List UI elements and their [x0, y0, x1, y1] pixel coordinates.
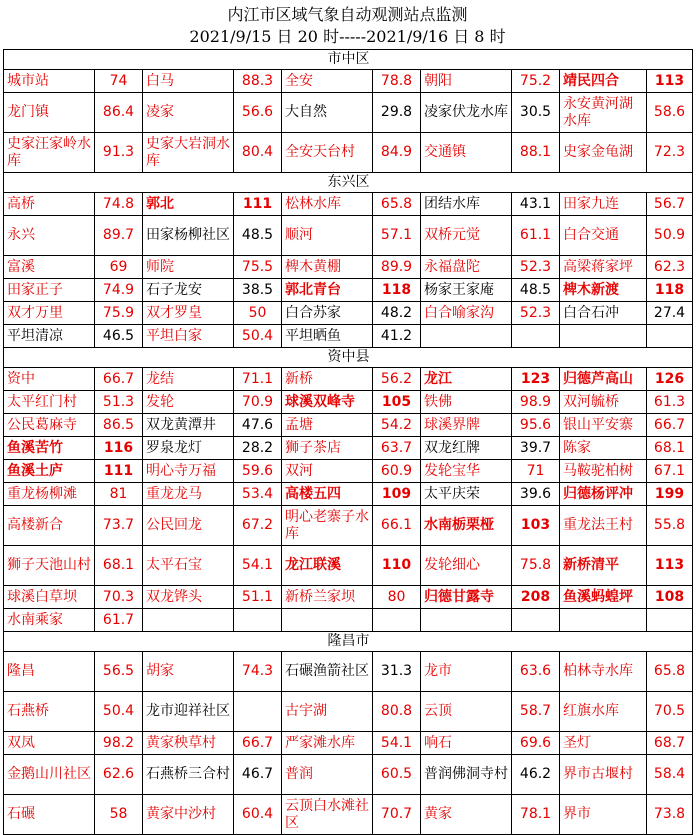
- rainfall-value: 71.1: [234, 368, 282, 391]
- rainfall-value: 50.4: [95, 692, 143, 732]
- rainfall-value: 208: [512, 586, 560, 609]
- station-name: 田家杨柳社区: [143, 216, 234, 256]
- rainfall-value: 75.2: [512, 70, 560, 93]
- station-name: 黄家秧草村: [143, 732, 234, 755]
- station-name: 双凤: [4, 732, 95, 755]
- rainfall-value: 108: [647, 586, 693, 609]
- table-row: [4, 692, 693, 732]
- station-name: 界市古堰村: [560, 755, 647, 795]
- table-row: [4, 193, 693, 216]
- station-name: 平坦白家: [143, 325, 234, 348]
- rainfall-value: 65.8: [373, 193, 421, 216]
- station-name: 鱼溪苦竹: [4, 437, 95, 460]
- rainfall-value: 105: [373, 391, 421, 414]
- section-header-row: [4, 632, 693, 652]
- rainfall-value: 95.6: [512, 414, 560, 437]
- rainfall-value: 91.3: [95, 133, 143, 173]
- rainfall-value: 61.1: [512, 216, 560, 256]
- report-sheet: [3, 3, 692, 835]
- rainfall-value: 58: [95, 795, 143, 835]
- station-name: 胡家: [143, 652, 234, 692]
- rainfall-value: 74: [95, 70, 143, 93]
- rainfall-value: 65.8: [647, 652, 693, 692]
- rainfall-value: 62.6: [95, 755, 143, 795]
- section-name: 隆昌市: [4, 632, 693, 652]
- rainfall-value: 69: [95, 256, 143, 279]
- station-name: 归德芦高山: [560, 368, 647, 391]
- station-name: 椑木新渡: [560, 279, 647, 302]
- rainfall-value: 59.6: [234, 460, 282, 483]
- station-name: 椑木黄棚: [282, 256, 373, 279]
- rainfall-value: 68.1: [647, 437, 693, 460]
- section-name: 东兴区: [4, 173, 693, 193]
- rainfall-value: 52.3: [512, 302, 560, 325]
- station-name: 高梁蒋家坪: [560, 256, 647, 279]
- station-name: 罗泉龙灯: [143, 437, 234, 460]
- station-name: 师院: [143, 256, 234, 279]
- station-name: 松林水库: [282, 193, 373, 216]
- table-row: [4, 506, 693, 546]
- rainfall-value: 75.9: [95, 302, 143, 325]
- station-name: 球溪白草坝: [4, 586, 95, 609]
- station-name: 公民回龙: [143, 506, 234, 546]
- rainfall-value: 61.3: [647, 391, 693, 414]
- report-title: [3, 3, 692, 49]
- rainfall-value: 60.5: [373, 755, 421, 795]
- table-row: [4, 70, 693, 93]
- table-row: [4, 437, 693, 460]
- station-table: [3, 49, 693, 835]
- rainfall-value: 56.5: [95, 652, 143, 692]
- station-name: 大自然: [282, 93, 373, 133]
- rainfall-value: 54.1: [234, 546, 282, 586]
- station-name: 马鞍驼柏树: [560, 460, 647, 483]
- section-header-row: [4, 50, 693, 70]
- rainfall-value: 78.8: [373, 70, 421, 93]
- station-name: 靖民四合: [560, 70, 647, 93]
- table-row: [4, 133, 693, 173]
- table-row: [4, 256, 693, 279]
- table-row: [4, 652, 693, 692]
- rainfall-value: 70.5: [647, 692, 693, 732]
- rainfall-value: 74.8: [95, 193, 143, 216]
- station-name: 太平红门村: [4, 391, 95, 414]
- rainfall-value: 63.7: [373, 437, 421, 460]
- station-name: 高楼新合: [4, 506, 95, 546]
- station-name: 界市: [560, 795, 647, 835]
- rainfall-value: 72.3: [647, 133, 693, 173]
- rainfall-value: 78.1: [512, 795, 560, 835]
- rainfall-value: 50: [234, 302, 282, 325]
- station-name: 龙江联溪: [282, 546, 373, 586]
- rainfall-value: 70.7: [373, 795, 421, 835]
- station-name: 永安黄河湖水库: [560, 93, 647, 133]
- rainfall-value: 118: [373, 279, 421, 302]
- station-name: 云顶白水滩社区: [282, 795, 373, 835]
- station-name: 石燕桥三合村: [143, 755, 234, 795]
- table-row: [4, 546, 693, 586]
- table-row: [4, 414, 693, 437]
- station-name: 狮子天池山村: [4, 546, 95, 586]
- station-name: 龙结: [143, 368, 234, 391]
- rainfall-value: 80.8: [373, 692, 421, 732]
- station-name: 发轮细心: [421, 546, 512, 586]
- station-name: 水南乘家: [4, 609, 95, 632]
- rainfall-value: 69.6: [512, 732, 560, 755]
- section-header-row: [4, 348, 693, 368]
- station-name: 归德甘露寺: [421, 586, 512, 609]
- rainfall-value: 75.8: [512, 546, 560, 586]
- rainfall-value: 66.7: [647, 414, 693, 437]
- rainfall-value: 109: [373, 483, 421, 506]
- rainfall-value: 29.8: [373, 93, 421, 133]
- rainfall-value: 47.6: [234, 414, 282, 437]
- station-name: 鱼溪土庐: [4, 460, 95, 483]
- rainfall-value: 50.4: [234, 325, 282, 348]
- rainfall-value: 38.5: [234, 279, 282, 302]
- rainfall-value: 84.9: [373, 133, 421, 173]
- station-name: 铁佛: [421, 391, 512, 414]
- rainfall-value: 60.4: [234, 795, 282, 835]
- rainfall-value: [234, 692, 282, 732]
- rainfall-value: 51.3: [95, 391, 143, 414]
- station-name: 高楼五四: [282, 483, 373, 506]
- rainfall-value: 48.5: [234, 216, 282, 256]
- station-name: 云顶: [421, 692, 512, 732]
- station-name: 普润佛洞寺村: [421, 755, 512, 795]
- rainfall-value: 53.4: [234, 483, 282, 506]
- rainfall-value: 74.3: [234, 652, 282, 692]
- rainfall-value: 86.5: [95, 414, 143, 437]
- rainfall-value: 67.1: [647, 460, 693, 483]
- rainfall-value: 41.2: [373, 325, 421, 348]
- station-name: 城市站: [4, 70, 95, 93]
- station-name: 球溪界牌: [421, 414, 512, 437]
- station-name: 石子龙安: [143, 279, 234, 302]
- station-name: 新桥清平: [560, 546, 647, 586]
- station-name: 双龙红牌: [421, 437, 512, 460]
- table-row: [4, 586, 693, 609]
- rainfall-value: 62.3: [647, 256, 693, 279]
- rainfall-value: 66.7: [234, 732, 282, 755]
- table-row: [4, 391, 693, 414]
- station-name: 龙市迎祥社区: [143, 692, 234, 732]
- station-name: 发轮: [143, 391, 234, 414]
- station-name: 全安: [282, 70, 373, 93]
- table-row: [4, 483, 693, 506]
- station-name: 团结水库: [421, 193, 512, 216]
- rainfall-value: 58.4: [647, 755, 693, 795]
- rainfall-value: [234, 609, 282, 632]
- station-name: 高桥: [4, 193, 95, 216]
- rainfall-value: 74.9: [95, 279, 143, 302]
- table-row: [4, 732, 693, 755]
- station-name: 石碾: [4, 795, 95, 835]
- rainfall-value: 54.1: [373, 732, 421, 755]
- station-name: 资中: [4, 368, 95, 391]
- station-name: 双才万里: [4, 302, 95, 325]
- table-row: [4, 93, 693, 133]
- station-name: 发轮宝华: [421, 460, 512, 483]
- rainfall-value: 126: [647, 368, 693, 391]
- station-name: 陈家: [560, 437, 647, 460]
- station-name: 交通镇: [421, 133, 512, 173]
- rainfall-value: 80.4: [234, 133, 282, 173]
- station-name: 郭北: [143, 193, 234, 216]
- rainfall-value: 61.7: [95, 609, 143, 632]
- station-name: [421, 609, 512, 632]
- rainfall-value: 68.7: [647, 732, 693, 755]
- station-name: [143, 609, 234, 632]
- rainfall-value: 67.2: [234, 506, 282, 546]
- rainfall-value: 58.7: [512, 692, 560, 732]
- station-name: 白合苏家: [282, 302, 373, 325]
- table-row: [4, 325, 693, 348]
- station-name: [560, 325, 647, 348]
- table-row: [4, 460, 693, 483]
- station-name: 双桥元觉: [421, 216, 512, 256]
- station-name: 富溪: [4, 256, 95, 279]
- rainfall-value: 70.3: [95, 586, 143, 609]
- station-name: 公民葛麻寺: [4, 414, 95, 437]
- rainfall-value: 89.7: [95, 216, 143, 256]
- rainfall-value: 66.1: [373, 506, 421, 546]
- rainfall-value: 63.6: [512, 652, 560, 692]
- rainfall-value: 66.7: [95, 368, 143, 391]
- rainfall-value: 110: [373, 546, 421, 586]
- table-row: [4, 368, 693, 391]
- station-name: 圣灯: [560, 732, 647, 755]
- rainfall-value: 118: [647, 279, 693, 302]
- station-name: 平坦晒鱼: [282, 325, 373, 348]
- station-name: 新桥: [282, 368, 373, 391]
- station-name: 新桥兰家坝: [282, 586, 373, 609]
- station-name: 史家汪家岭水库: [4, 133, 95, 173]
- station-name: 严家滩水库: [282, 732, 373, 755]
- rainfall-value: 116: [95, 437, 143, 460]
- station-name: 石燕桥: [4, 692, 95, 732]
- rainfall-value: 46.5: [95, 325, 143, 348]
- rainfall-value: 111: [95, 460, 143, 483]
- section-name: 资中县: [4, 348, 693, 368]
- rainfall-value: 199: [647, 483, 693, 506]
- rainfall-value: 48.5: [512, 279, 560, 302]
- station-name: 史家大岩洞水库: [143, 133, 234, 173]
- station-name: 郭北青台: [282, 279, 373, 302]
- rainfall-value: 48.2: [373, 302, 421, 325]
- rainfall-value: 54.2: [373, 414, 421, 437]
- station-name: 龙市: [421, 652, 512, 692]
- station-name: 归德杨评冲: [560, 483, 647, 506]
- station-name: 永福盘陀: [421, 256, 512, 279]
- rainfall-value: 56.2: [373, 368, 421, 391]
- station-name: 双河毓桥: [560, 391, 647, 414]
- station-name: 白合石冲: [560, 302, 647, 325]
- rainfall-value: 86.4: [95, 93, 143, 133]
- table-row: [4, 795, 693, 835]
- station-name: 凌家伏龙水库: [421, 93, 512, 133]
- station-name: 红旗水库: [560, 692, 647, 732]
- station-name: [560, 609, 647, 632]
- rainfall-value: 81: [95, 483, 143, 506]
- rainfall-value: 98.9: [512, 391, 560, 414]
- station-name: 银山平安寨: [560, 414, 647, 437]
- rainfall-value: 88.3: [234, 70, 282, 93]
- station-name: [282, 609, 373, 632]
- station-name: 狮子茶店: [282, 437, 373, 460]
- station-name: 顺河: [282, 216, 373, 256]
- rainfall-value: [512, 325, 560, 348]
- station-name: 响石: [421, 732, 512, 755]
- station-name: 重龙龙马: [143, 483, 234, 506]
- rainfall-value: 73.8: [647, 795, 693, 835]
- station-name: 杨家王家庵: [421, 279, 512, 302]
- station-name: 鱼溪蚂蝗坪: [560, 586, 647, 609]
- rainfall-value: 80: [373, 586, 421, 609]
- rainfall-value: [512, 609, 560, 632]
- rainfall-value: 46.2: [512, 755, 560, 795]
- rainfall-value: 70.9: [234, 391, 282, 414]
- rainfall-value: 75.5: [234, 256, 282, 279]
- rainfall-value: 60.9: [373, 460, 421, 483]
- station-name: 凌家: [143, 93, 234, 133]
- rainfall-value: 51.1: [234, 586, 282, 609]
- rainfall-value: [647, 325, 693, 348]
- title-line-2: 2021/9/15 日 20 时-----2021/9/16 日 8 时: [189, 27, 506, 46]
- rainfall-value: 43.1: [512, 193, 560, 216]
- station-name: 龙门镇: [4, 93, 95, 133]
- station-name: 白马: [143, 70, 234, 93]
- rainfall-value: 56.7: [647, 193, 693, 216]
- rainfall-value: 73.7: [95, 506, 143, 546]
- table-row: [4, 755, 693, 795]
- station-name: 石碾渔箭社区: [282, 652, 373, 692]
- rainfall-value: 98.2: [95, 732, 143, 755]
- rainfall-value: 113: [647, 546, 693, 586]
- rainfall-value: 46.7: [234, 755, 282, 795]
- station-name: 重龙杨柳滩: [4, 483, 95, 506]
- station-name: 水南栃栗桠: [421, 506, 512, 546]
- station-name: 重龙法王村: [560, 506, 647, 546]
- rainfall-value: 39.7: [512, 437, 560, 460]
- station-name: 普润: [282, 755, 373, 795]
- station-name: 隆昌: [4, 652, 95, 692]
- rainfall-value: 39.6: [512, 483, 560, 506]
- rainfall-value: 123: [512, 368, 560, 391]
- rainfall-value: 103: [512, 506, 560, 546]
- rainfall-value: 55.8: [647, 506, 693, 546]
- station-name: 全安天台村: [282, 133, 373, 173]
- station-name: 柏林寺水库: [560, 652, 647, 692]
- station-name: 孟塘: [282, 414, 373, 437]
- rainfall-value: 30.5: [512, 93, 560, 133]
- rainfall-value: 28.2: [234, 437, 282, 460]
- station-name: 田家正子: [4, 279, 95, 302]
- station-name: 黄家: [421, 795, 512, 835]
- station-name: 球溪双峰寺: [282, 391, 373, 414]
- rainfall-value: 52.3: [512, 256, 560, 279]
- station-name: 史家金龟湖: [560, 133, 647, 173]
- table-row: [4, 609, 693, 632]
- table-row: [4, 279, 693, 302]
- station-name: 双才罗皇: [143, 302, 234, 325]
- rainfall-value: 50.9: [647, 216, 693, 256]
- rainfall-value: 88.1: [512, 133, 560, 173]
- station-name: 明心老寨子水库: [282, 506, 373, 546]
- station-name: 太平庆荣: [421, 483, 512, 506]
- station-name: 龙江: [421, 368, 512, 391]
- table-row: [4, 302, 693, 325]
- station-name: 田家九连: [560, 193, 647, 216]
- station-name: 双河: [282, 460, 373, 483]
- rainfall-value: 111: [234, 193, 282, 216]
- table-row: [4, 216, 693, 256]
- rainfall-value: [647, 609, 693, 632]
- station-name: 双龙黄潭井: [143, 414, 234, 437]
- station-name: 永兴: [4, 216, 95, 256]
- station-name: 明心寺万福: [143, 460, 234, 483]
- station-name: 金鹅山川社区: [4, 755, 95, 795]
- section-header-row: [4, 173, 693, 193]
- station-name: 平坦清凉: [4, 325, 95, 348]
- rainfall-value: 68.1: [95, 546, 143, 586]
- rainfall-value: 89.9: [373, 256, 421, 279]
- station-name: 白合交通: [560, 216, 647, 256]
- title-line-1: 内江市区域气象自动观测站点监测: [227, 5, 468, 24]
- rainfall-value: 31.3: [373, 652, 421, 692]
- rainfall-value: 58.6: [647, 93, 693, 133]
- rainfall-value: [373, 609, 421, 632]
- station-name: 白合喻家沟: [421, 302, 512, 325]
- station-name: 朝阳: [421, 70, 512, 93]
- station-name: 古宇湖: [282, 692, 373, 732]
- rainfall-value: 56.6: [234, 93, 282, 133]
- rainfall-value: 71: [512, 460, 560, 483]
- rainfall-value: 57.1: [373, 216, 421, 256]
- station-name: 太平石宝: [143, 546, 234, 586]
- rainfall-value: 27.4: [647, 302, 693, 325]
- station-name: 黄家中沙村: [143, 795, 234, 835]
- section-name: 市中区: [4, 50, 693, 70]
- rainfall-value: 113: [647, 70, 693, 93]
- station-name: [421, 325, 512, 348]
- station-name: 双龙铧头: [143, 586, 234, 609]
